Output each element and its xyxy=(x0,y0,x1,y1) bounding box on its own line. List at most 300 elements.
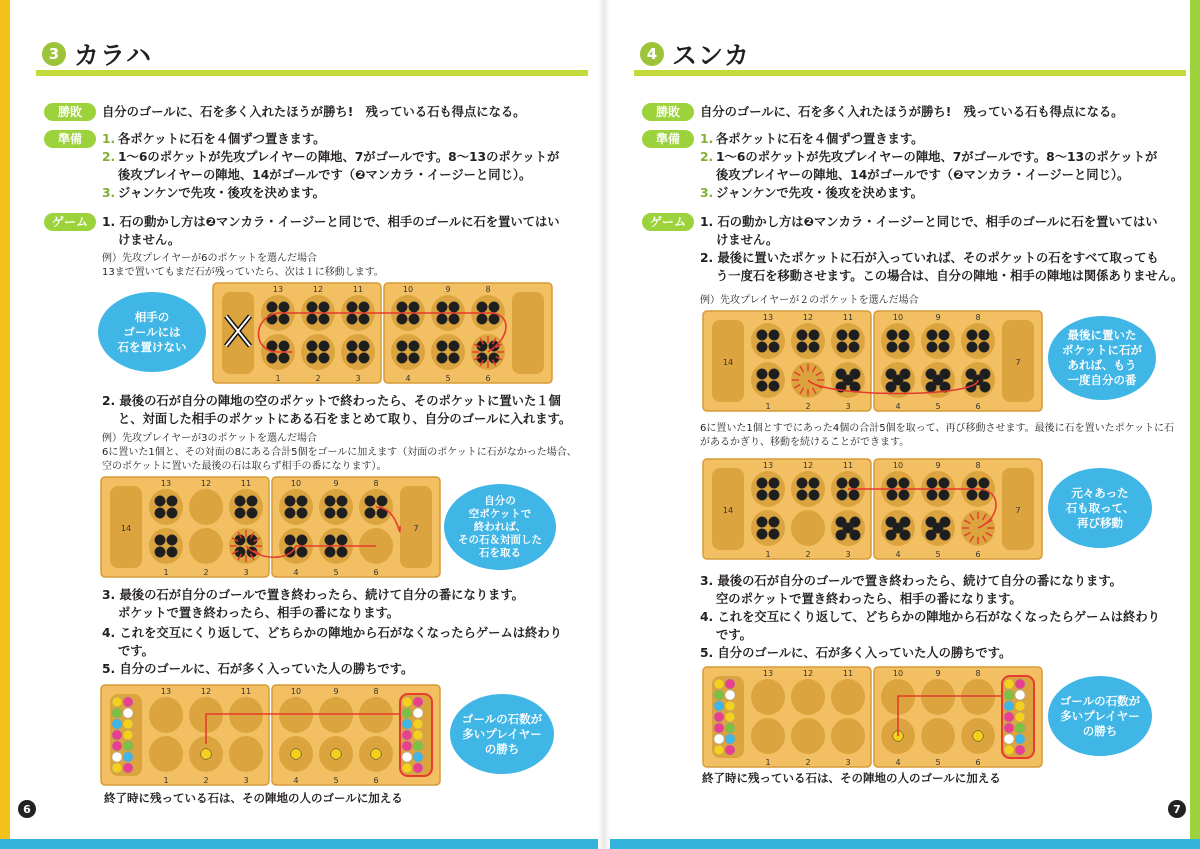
pocket-number: 8 xyxy=(975,669,981,678)
stone xyxy=(201,749,212,760)
stone xyxy=(980,382,991,393)
stone xyxy=(325,508,336,519)
game-section: ゲーム 1. 石の動かし方は❷マンカラ・イージーと同じで、相手のゴールに石を置いてはい けません。 xyxy=(44,213,560,249)
win-row xyxy=(44,103,525,121)
game-step-5: 5. 自分のゴールに、石が多く入っていた人の勝ちです。 xyxy=(102,662,414,676)
stone xyxy=(359,302,370,313)
stone xyxy=(757,342,768,353)
pocket-number: 8 xyxy=(373,479,379,488)
stone xyxy=(849,478,860,489)
prep-tag: 準備 xyxy=(44,130,96,148)
stone xyxy=(123,730,133,740)
pocket-number: 9 xyxy=(935,313,941,322)
stone xyxy=(319,341,330,352)
pocket-number: 13 xyxy=(160,479,172,488)
stone xyxy=(235,496,246,507)
board-diagram xyxy=(702,310,1044,412)
stone xyxy=(449,341,460,352)
pocket-number: 2 xyxy=(805,758,811,767)
stone xyxy=(1015,745,1025,755)
pocket xyxy=(791,718,825,754)
win-text: 自分のゴールに、石を多く入れたほうが勝ち! 残っている石も得点になる。 xyxy=(102,105,526,119)
goal-right xyxy=(512,292,544,374)
pocket xyxy=(961,679,995,715)
board-diagram xyxy=(212,282,554,384)
pocket xyxy=(189,528,223,564)
stone xyxy=(347,302,358,313)
stone xyxy=(809,342,820,353)
stone xyxy=(714,723,724,733)
pocket xyxy=(279,489,313,525)
stone xyxy=(413,741,423,751)
stone xyxy=(297,547,308,558)
title-rule xyxy=(36,70,588,76)
game-step-4: 4. これを交互にくり返して、どちらかの陣地から石がなくなったらゲームは終わり です。 xyxy=(700,610,1160,642)
goal-label: 7 xyxy=(413,524,419,533)
stone xyxy=(899,478,910,489)
stone xyxy=(1004,679,1014,689)
stone xyxy=(337,508,348,519)
stone xyxy=(409,353,420,364)
stone xyxy=(413,752,423,762)
pocket xyxy=(791,510,825,546)
pocket xyxy=(831,323,865,359)
stone xyxy=(769,529,780,540)
pocket-number: 11 xyxy=(842,461,854,470)
pocket-number: 12 xyxy=(802,461,814,470)
pocket xyxy=(279,697,313,733)
pocket-number: 1 xyxy=(163,568,169,577)
book-gutter xyxy=(598,0,610,849)
stone xyxy=(489,314,500,325)
stone xyxy=(123,708,133,718)
stone xyxy=(409,341,420,352)
stone xyxy=(1004,712,1014,722)
stone xyxy=(449,353,460,364)
game-step-1: 1. 石の動かし方は❷マンカラ・イージーと同じで、相手のゴールに石を置いてはい xyxy=(700,215,1158,229)
section-number: 3 xyxy=(42,42,66,66)
pocket xyxy=(341,334,375,370)
pocket xyxy=(831,718,865,754)
win-text: 自分のゴールに、石を多く入れたほうが勝ち! 残っている石も得点になる。 xyxy=(700,105,1124,119)
pocket-number: 1 xyxy=(275,374,281,383)
pocket xyxy=(149,736,183,772)
pocket-number: 3 xyxy=(355,374,361,383)
game-step-2: 2. 最後の石が自分の陣地の空のポケットで終わったら、そのポケットに置いた１個 と、対面した相手のポケットにある石をまとめて取り、自分のゴールに入れます。 xyxy=(102,394,572,426)
stone xyxy=(337,535,348,546)
pocket xyxy=(149,697,183,733)
stone xyxy=(939,330,950,341)
stone xyxy=(757,517,768,528)
game-step-4: 4. これを交互にくり返して、どちらかの陣地から石がなくなったらゲームは終わり です。 xyxy=(102,626,562,658)
stone xyxy=(725,701,735,711)
stone xyxy=(1015,690,1025,700)
stone xyxy=(927,342,938,353)
stone xyxy=(714,679,724,689)
stone xyxy=(155,535,166,546)
pocket xyxy=(791,323,825,359)
stone xyxy=(247,508,258,519)
pocket-number: 5 xyxy=(445,374,451,383)
prep-item: 2. 1～6のポケットが先攻プレイヤーの陣地、7がゴールです。8～13のポケットが xyxy=(102,150,560,164)
stone xyxy=(267,302,278,313)
stone xyxy=(397,353,408,364)
board-diagram xyxy=(100,684,442,786)
stone xyxy=(359,353,370,364)
stone xyxy=(769,330,780,341)
stone xyxy=(402,730,412,740)
stone xyxy=(797,342,808,353)
stone xyxy=(899,342,910,353)
stone xyxy=(809,490,820,501)
stone xyxy=(325,496,336,507)
pocket-number: 6 xyxy=(975,402,981,411)
pocket-number: 2 xyxy=(805,402,811,411)
pocket xyxy=(319,697,353,733)
pocket-number: 1 xyxy=(765,550,771,559)
board-diagram xyxy=(702,458,1044,560)
pocket-number: 3 xyxy=(243,568,249,577)
stone xyxy=(402,697,412,707)
game-section: ゲーム 1. 石の動かし方は❷マンカラ・イージーと同じで、相手のゴールに石を置いてはい けません。 2. 最後に置いたポケットに石が入っていれば、そのポケットの石をすべて取っても う一度石を移動させます。この場合は、自分の陣地・相手の陣地は関係ありません。 xyxy=(642,213,1183,285)
stone xyxy=(307,353,318,364)
stone xyxy=(926,382,937,393)
stone xyxy=(319,314,330,325)
stone xyxy=(1004,690,1014,700)
stone xyxy=(849,342,860,353)
stone xyxy=(319,353,330,364)
prep-item: 3. ジャンケンで先攻・後攻を決めます。 xyxy=(700,186,923,200)
stone xyxy=(297,496,308,507)
pocket-number: 11 xyxy=(240,479,252,488)
stone xyxy=(112,719,122,729)
stone xyxy=(725,690,735,700)
stone xyxy=(725,679,735,689)
stone xyxy=(402,741,412,751)
tip-bubble: 元々あった 石も取って、 再び移動 xyxy=(1048,468,1152,548)
stone xyxy=(926,530,937,541)
pocket xyxy=(751,362,785,398)
stone xyxy=(979,478,990,489)
pocket-number: 8 xyxy=(373,687,379,696)
pocket-number: 1 xyxy=(765,758,771,767)
goal-label: 14 xyxy=(120,524,132,533)
stone xyxy=(437,353,448,364)
stone xyxy=(809,330,820,341)
stone xyxy=(1015,712,1025,722)
stone xyxy=(397,341,408,352)
pocket-number: 4 xyxy=(293,568,299,577)
section-heading: カラハ xyxy=(74,41,153,70)
pocket-number: 9 xyxy=(935,669,941,678)
pocket xyxy=(831,679,865,715)
pocket xyxy=(921,323,955,359)
stone xyxy=(167,547,178,558)
pocket xyxy=(751,510,785,546)
pocket-number: 6 xyxy=(373,776,379,785)
stone xyxy=(900,382,911,393)
pocket-number: 3 xyxy=(845,758,851,767)
stone xyxy=(267,353,278,364)
stone xyxy=(797,490,808,501)
pocket-number: 5 xyxy=(333,568,339,577)
prep-section xyxy=(642,130,1157,202)
board-diagram xyxy=(702,666,1044,768)
stone xyxy=(900,530,911,541)
stone xyxy=(967,478,978,489)
pocket-number: 9 xyxy=(333,687,339,696)
stone xyxy=(927,490,938,501)
stone xyxy=(413,697,423,707)
pocket xyxy=(431,334,465,370)
section-title xyxy=(640,36,750,72)
stone xyxy=(489,302,500,313)
stone xyxy=(757,330,768,341)
pocket-number: 6 xyxy=(485,374,491,383)
pocket xyxy=(751,679,785,715)
stone xyxy=(1004,723,1014,733)
title-rule xyxy=(634,70,1186,76)
pocket xyxy=(751,323,785,359)
game-tag: ゲーム xyxy=(642,213,694,231)
pocket xyxy=(229,736,263,772)
stone xyxy=(402,719,412,729)
stone xyxy=(167,508,178,519)
game-step-3: 3. 最後の石が自分のゴールで置き終わったら、続けて自分の番になります。 ポケットで置き終わったら、相手の番になります。 xyxy=(102,588,524,620)
pocket-number: 3 xyxy=(243,776,249,785)
stone xyxy=(769,381,780,392)
stone xyxy=(725,723,735,733)
prep-item: 1. 各ポケットに石を４個ずつ置きます。 xyxy=(700,132,924,146)
page-number: 7 xyxy=(1168,800,1186,818)
stone xyxy=(769,517,780,528)
stone xyxy=(477,314,488,325)
pocket-number: 3 xyxy=(845,550,851,559)
stone xyxy=(155,496,166,507)
prep-item: 3. ジャンケンで先攻・後攻を決めます。 xyxy=(102,186,325,200)
stone xyxy=(325,547,336,558)
prep-section xyxy=(44,130,559,202)
example-note-2: 例）先攻プレイヤーが3のポケットを選んだ場合 6に置いた1個と、その対面の8にある合計5個をゴールに加えます（対面のポケットに石がなかった場合、 空のポケットに置いた最後の石は取らず相手の番になります）。 xyxy=(102,433,577,472)
game-step-3: 3. 最後の石が自分のゴールで置き終わったら、続けて自分の番になります。 空のポケットで置き終わったら、相手の番になります。 xyxy=(700,574,1122,606)
goal-label: 7 xyxy=(1015,358,1021,367)
game-tag: ゲーム xyxy=(44,213,96,231)
stone xyxy=(397,314,408,325)
stone xyxy=(1015,734,1025,744)
stone xyxy=(887,342,898,353)
stone xyxy=(899,330,910,341)
pocket xyxy=(751,718,785,754)
pocket-number: 4 xyxy=(895,758,901,767)
prep-item: 後攻プレイヤーの陣地、14がゴールです（❷マンカラ・イージーと同じ）。 xyxy=(716,168,1130,182)
stone xyxy=(123,697,133,707)
stone xyxy=(725,745,735,755)
stone xyxy=(359,314,370,325)
stone xyxy=(402,752,412,762)
pocket-number: 4 xyxy=(895,550,901,559)
pocket-number: 12 xyxy=(802,669,814,678)
stone xyxy=(155,547,166,558)
pocket xyxy=(149,528,183,564)
pocket-number: 8 xyxy=(975,313,981,322)
stone xyxy=(1004,734,1014,744)
pocket xyxy=(359,697,393,733)
stone xyxy=(714,745,724,755)
stone xyxy=(319,302,330,313)
pocket-number: 4 xyxy=(405,374,411,383)
stone xyxy=(291,749,302,760)
stone xyxy=(757,490,768,501)
pocket-number: 6 xyxy=(975,550,981,559)
pocket-number: 13 xyxy=(160,687,172,696)
stone xyxy=(714,712,724,722)
pocket-number: 9 xyxy=(333,479,339,488)
stone xyxy=(371,749,382,760)
stone xyxy=(797,330,808,341)
stone xyxy=(409,302,420,313)
win-tag: 勝敗 xyxy=(44,103,96,121)
pocket-number: 10 xyxy=(402,285,414,294)
section-heading: スンカ xyxy=(672,41,751,70)
stone xyxy=(279,341,290,352)
tip-bubble: 相手の ゴールには 石を置けない xyxy=(98,292,206,372)
pocket-number: 9 xyxy=(935,461,941,470)
pocket xyxy=(229,489,263,525)
pocket-number: 10 xyxy=(892,313,904,322)
stone xyxy=(167,496,178,507)
section-title xyxy=(42,36,152,72)
stone xyxy=(123,763,133,773)
stone xyxy=(1004,745,1014,755)
stone xyxy=(769,342,780,353)
stone xyxy=(437,302,448,313)
pocket-number: 8 xyxy=(485,285,491,294)
stone xyxy=(1004,701,1014,711)
stone xyxy=(347,314,358,325)
stone xyxy=(1015,679,1025,689)
pocket xyxy=(189,489,223,525)
tip-bubble: ゴールの石数が 多いプレイヤー の勝ち xyxy=(450,694,554,774)
stone xyxy=(413,763,423,773)
stone xyxy=(123,752,133,762)
win-tag: 勝敗 xyxy=(642,103,694,121)
stone xyxy=(837,330,848,341)
stone xyxy=(757,529,768,540)
stone xyxy=(402,763,412,773)
pocket-number: 8 xyxy=(975,461,981,470)
stone xyxy=(112,741,122,751)
stone xyxy=(297,535,308,546)
stone xyxy=(347,353,358,364)
pocket-number: 2 xyxy=(805,550,811,559)
stone xyxy=(979,342,990,353)
stone xyxy=(837,490,848,501)
pocket-number: 10 xyxy=(892,669,904,678)
stone xyxy=(967,330,978,341)
stone xyxy=(307,314,318,325)
stone xyxy=(449,302,460,313)
page-right xyxy=(612,0,1197,840)
pocket-number: 6 xyxy=(373,568,379,577)
stone xyxy=(927,478,938,489)
stone xyxy=(886,382,897,393)
stone xyxy=(413,719,423,729)
prep-item: 後攻プレイヤーの陣地、14がゴールです（❷マンカラ・イージーと同じ）。 xyxy=(118,168,532,182)
stone xyxy=(365,508,376,519)
stone xyxy=(769,478,780,489)
stone xyxy=(849,490,860,501)
stone xyxy=(337,496,348,507)
stone xyxy=(413,730,423,740)
stone xyxy=(279,302,290,313)
pocket-number: 5 xyxy=(935,758,941,767)
pocket-number: 13 xyxy=(272,285,284,294)
stone xyxy=(809,478,820,489)
stone xyxy=(112,730,122,740)
stone xyxy=(359,341,370,352)
pocket xyxy=(149,489,183,525)
goal-label: 14 xyxy=(722,358,734,367)
stone xyxy=(849,330,860,341)
stone xyxy=(886,530,897,541)
stone xyxy=(939,490,950,501)
stone xyxy=(307,341,318,352)
stone xyxy=(757,478,768,489)
pocket-number: 2 xyxy=(203,776,209,785)
pocket-number: 11 xyxy=(842,669,854,678)
stone xyxy=(325,535,336,546)
pocket-number: 4 xyxy=(895,402,901,411)
stone xyxy=(837,342,848,353)
pocket-number: 4 xyxy=(293,776,299,785)
stone xyxy=(123,741,133,751)
pocket xyxy=(229,697,263,733)
stone xyxy=(714,701,724,711)
pocket-number: 10 xyxy=(892,461,904,470)
pocket-number: 10 xyxy=(290,479,302,488)
stone xyxy=(769,490,780,501)
board-diagram xyxy=(100,476,442,578)
stone xyxy=(409,314,420,325)
pocket-number: 12 xyxy=(200,479,212,488)
board-caption: 終了時に残っている石は、その陣地の人のゴールに加える xyxy=(702,771,1001,785)
stone xyxy=(347,341,358,352)
page-number: 6 xyxy=(18,800,36,818)
pocket-number: 12 xyxy=(312,285,324,294)
pocket xyxy=(301,334,335,370)
game-step-1: 1. 石の動かし方は❷マンカラ・イージーと同じで、相手のゴールに石を置いてはい xyxy=(102,215,560,229)
stone xyxy=(247,496,258,507)
pocket-number: 11 xyxy=(842,313,854,322)
stone xyxy=(1015,723,1025,733)
stone xyxy=(477,302,488,313)
game-step-5: 5. 自分のゴールに、石が多く入っていた人の勝ちです。 xyxy=(700,646,1012,660)
stone xyxy=(337,547,348,558)
win-row xyxy=(642,103,1123,121)
pocket-number: 13 xyxy=(762,461,774,470)
stone xyxy=(449,314,460,325)
pocket-number: 6 xyxy=(975,758,981,767)
pocket xyxy=(751,471,785,507)
stone xyxy=(939,342,950,353)
pocket xyxy=(961,323,995,359)
stone xyxy=(413,708,423,718)
stone xyxy=(979,330,990,341)
stone xyxy=(285,496,296,507)
pocket-number: 11 xyxy=(352,285,364,294)
stone xyxy=(836,530,847,541)
pocket xyxy=(921,718,955,754)
